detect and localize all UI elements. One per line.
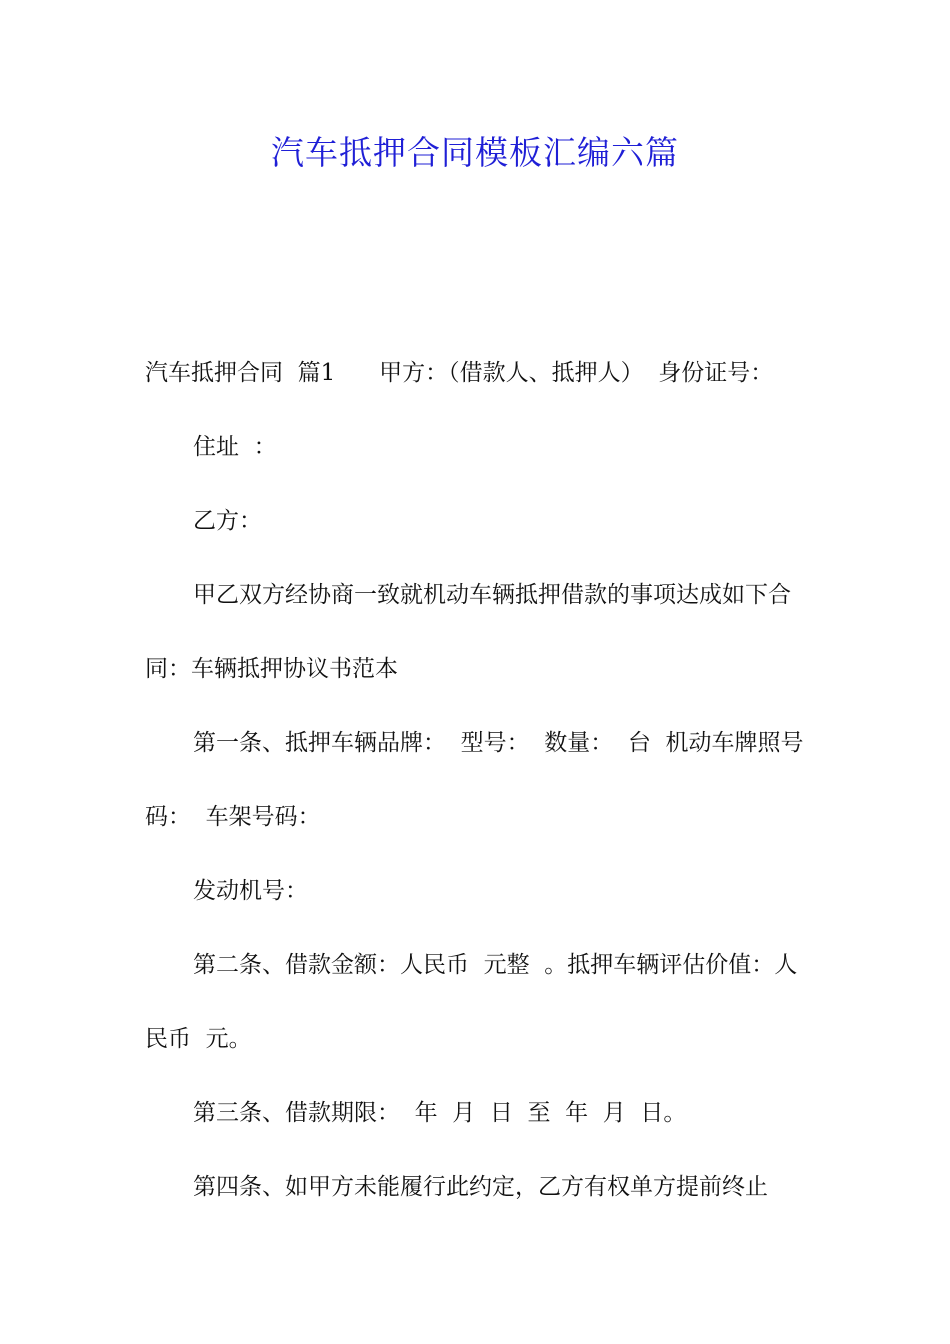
paragraph-engine-number: 发动机号：: [193, 878, 308, 904]
paragraph-article-4: 第四条、如甲方未能履行此约定，乙方有权单方提前终止: [193, 1174, 768, 1200]
paragraph-agreement-intro: 甲乙双方经协商一致就机动车辆抵押借款的事项达成如下合同：车辆抵押协议书范本: [145, 582, 791, 682]
paragraph-address: 住址 ：: [193, 434, 277, 460]
document-title: 汽车抵押合同模板汇编六篇: [271, 133, 679, 172]
paragraph-article-2: 第二条、借款金额：人民币 元整 。抵押车辆评估价值：人民币 元。: [145, 952, 798, 1052]
paragraph-article-3: 第三条、借款期限： 年 月 日 至 年 月 日。: [193, 1100, 687, 1126]
paragraph-party-b: 乙方：: [193, 508, 262, 534]
paragraph-header-line: 汽车抵押合同 篇1 甲方：（借款人、抵押人） 身份证号：: [145, 360, 774, 386]
document-body: [145, 336, 810, 1224]
paragraph-article-1: 第一条、抵押车辆品牌： 型号： 数量： 台 机动车牌照号码： 车架号码：: [145, 730, 804, 830]
